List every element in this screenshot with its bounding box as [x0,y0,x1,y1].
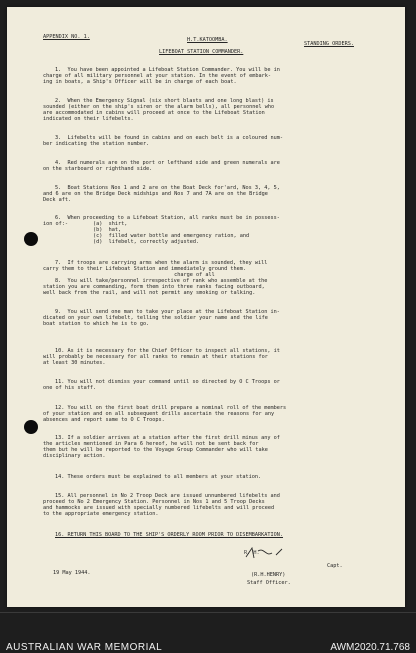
order-line: on the starboard or righthand side. [43,166,153,172]
order-line: absences and report same to O C Troops. [43,417,165,423]
order-line: Deck aft. [43,197,72,203]
order-line: dicated on your own lifebelt, telling the soldier your name and the life [43,315,268,321]
accession-number: AWM2020.71.768 [330,642,410,653]
order-line: ber indicating the station number. [43,141,150,147]
order-line: them but he will be reported to the Voyage Group Commander who will take [43,447,268,453]
punch-hole [24,232,38,246]
order-line: and hammocks are issued with specially numbered lifebelts and will proceed [43,505,275,511]
order-line: proceed to No 2 Emergency Station. Personnel in Nos 1 and 5 Troop Decks [43,499,265,505]
order-line: 13. If a soldier arrives at a station after the first drill minus any of [55,435,280,441]
order-line: 5. Boat Stations Nos 1 and 2 are on the Boat Deck for'ard, Nos 3, 4, 5, [55,185,280,191]
order-line: sounded (either on the ship's siren or the alarm bells), all personnel who [43,104,275,110]
order-line: 8. You will take/personnel irrespective of rank who assemble at the [55,278,268,284]
order-line: carry them to their Lifeboat Station and immediately ground them. [43,266,247,272]
order-line: disciplinary action. [43,453,106,459]
order-line: 11. You will not dismiss your command until so directed by O C Troops or [55,379,280,385]
appendix-label: APPENDIX NO. 1. [43,34,90,40]
signature-mark: R. H. [244,550,260,556]
order-line: 6. When proceeding to a Lifeboat Station, all ranks must be in possess- [55,215,280,221]
order-line: station you are commanding, form them into three ranks facing outboard, [43,284,265,290]
footer-bar [0,612,416,653]
order-line: of your station and on all subsequent drills ascertain the reasons for any [43,411,275,417]
signatory-role: Staff Officer. [247,580,291,586]
document-date: 19 May 1944. [53,570,91,576]
order-line: 9. You will send one man to take your place at the Lifeboat Station in- [55,309,280,315]
order-line: (b) hat, [43,227,122,233]
institution-name: AUSTRALIAN WAR MEMORIAL [6,642,163,653]
order-line: 7. If troops are carrying arms when the alarm is sounded, they will [55,260,268,266]
order-line: the articles mentioned in Para 6 hereof, he will not be sent back for [43,441,259,447]
order-line: 16. RETURN THIS BOARD TO THE SHIP'S ORDERLY ROOM PRIOR TO DISEMBARKATION. [55,532,283,538]
order-line: boat station to which he is to go. [43,321,150,327]
order-line: 2. When the Emergency Signal (six short blasts and one long blast) is [55,98,274,104]
orders-label: STANDING ORDERS. [304,41,354,47]
order-line: will probably be necessary for all ranks to remain at their stations for [43,354,268,360]
order-line: 14. These orders must be explained to all members at your station. [55,474,262,480]
order-line: 3. Lifebelts will be found in cabins and on each belt is a coloured num- [55,135,283,141]
order-line: ing in boats, a Ship's Officer will be in charge of each boat. [43,79,237,85]
ship-name: H.T.KATOOMBA. [187,37,228,43]
document-title: LIFEBOAT STATION COMMANDER. [159,49,244,55]
order-line: at least 30 minutes. [43,360,106,366]
order-line: ion of:- (a) shirt, [43,221,128,227]
signatory-name: (R.H.HENRY) [251,572,286,578]
document-sheet [7,7,405,607]
order-line: 15. All personnel in No 2 Troop Deck are issued unnumbered lifebelts and [55,493,280,499]
order-line: (c) filled water bottle and emergency ration, and [43,233,250,239]
order-line: charge of all military personnel at your station. In the event of embark- [43,73,271,79]
order-line: 10. As it is necessary for the Chief Officer to inspect all stations, it [55,348,280,354]
order-line: 4. Red numerals are on the port or lefthand side and green numerals are [55,160,280,166]
order-line: (d) lifebelt, correctly adjusted. [43,239,200,245]
order-line: one of his staff. [43,385,97,391]
order-line: well back from the rail, and will not permit any smoking or talking. [43,290,256,296]
footer-divider [0,612,416,613]
order-line: to the appropriate emergency station. [43,511,159,517]
order-line: 12. You will on the first boat drill prepare a nominal roll of the members [55,405,287,411]
order-line: 1. You have been appointed a Lifeboat Station Commander. You will be in [55,67,280,73]
order-line: indicated on their lifebelts. [43,116,134,122]
order-line: are accommodated in cabins will proceed at once to the Lifeboat Station [43,110,265,116]
punch-hole [24,420,38,434]
order-line: charge of all [43,272,215,278]
order-line: and 6 are on the Bridge Deck midships and Nos 7 and 7A are on the Bridge [43,191,268,197]
signatory-rank: Capt. [327,563,343,569]
